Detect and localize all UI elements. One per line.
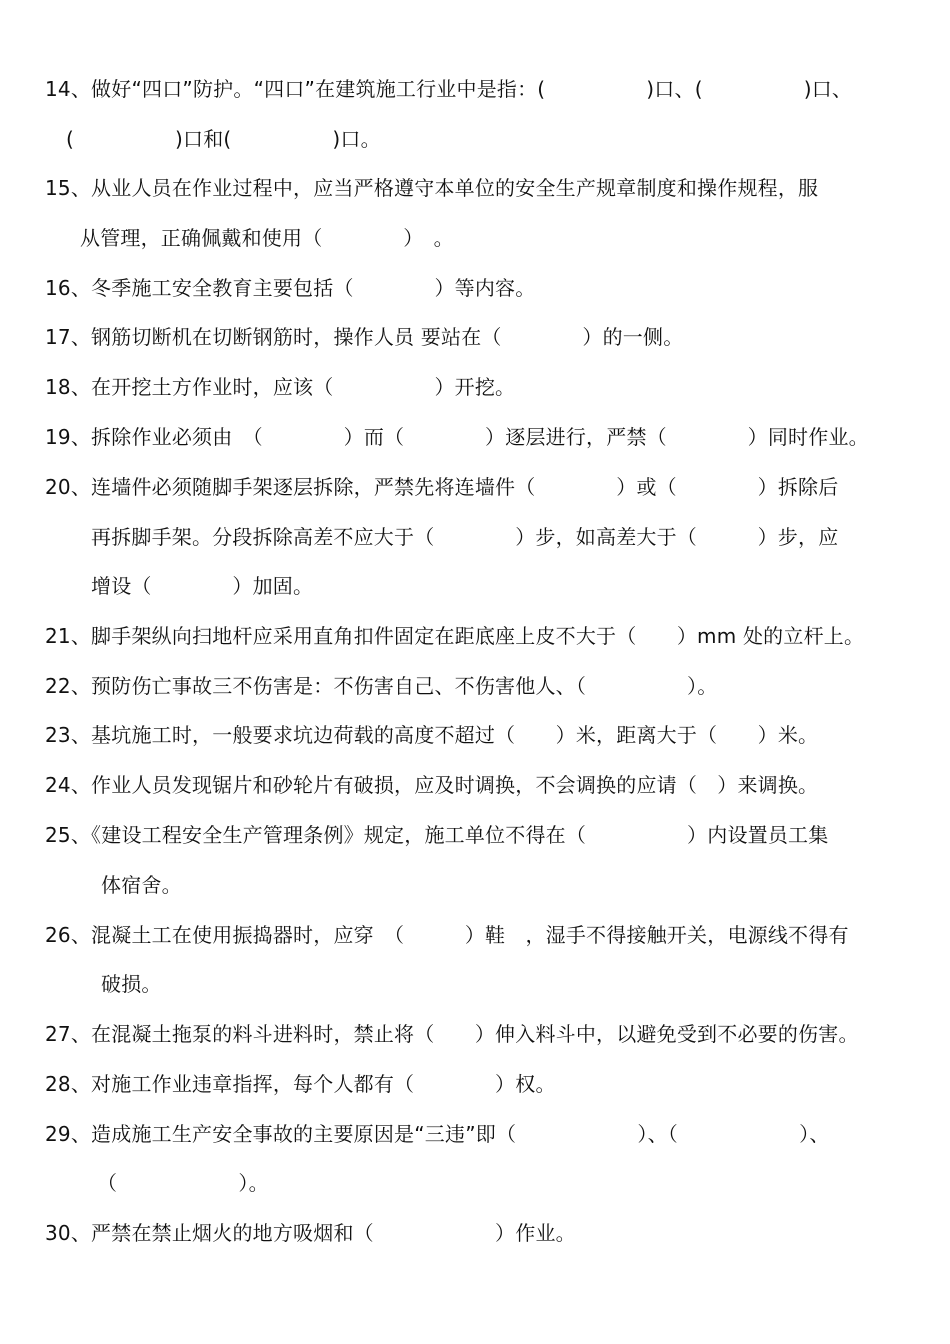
- question-30: 30、严禁在禁止烟火的地方吸烟和（ ）作业。: [45, 1221, 576, 1245]
- question-21: 21、脚手架纵向扫地杆应采用直角扣件固定在距底座上皮不大于（ ）mm 处的立杆上。: [45, 624, 865, 648]
- question-24: 24、作业人员发现锯片和砂轮片有破损，应及时调换，不会调换的应请（ ）来调换。: [45, 773, 819, 797]
- question-25-line-2: 体宿舍。: [101, 873, 182, 897]
- question-14-line-2: ( )口和( )口。: [66, 127, 381, 151]
- question-25-line-1: 25、《建设工程安全生产管理条例》规定，施工单位不得在（ ）内设置员工集: [45, 823, 829, 847]
- question-28: 28、对施工作业违章指挥，每个人都有（ ）权。: [45, 1072, 556, 1096]
- question-17: 17、钢筋切断机在切断钢筋时，操作人员 要站在（ ）的一侧。: [45, 325, 684, 349]
- question-29-line-1: 29、造成施工生产安全事故的主要原因是“三违”即（ ）、（ ）、: [45, 1122, 830, 1146]
- question-14-line-1: 14、做好“四口”防护。“四口”在建筑施工行业中是指：( )口、( )口、: [45, 77, 853, 101]
- question-22: 22、预防伤亡事故三不伤害是：不伤害自己、不伤害他人、（ ）。: [45, 674, 718, 698]
- question-20-line-2: 再拆脚手架。分段拆除高差不应大于（ ）步，如高差大于（ ）步，应: [91, 525, 839, 549]
- question-27: 27、在混凝土拖泵的料斗进料时，禁止将（ ）伸入料斗中，以避免受到不必要的伤害。: [45, 1022, 859, 1046]
- question-16: 16、冬季施工安全教育主要包括（ ）等内容。: [45, 276, 536, 300]
- question-26-line-1: 26、混凝土工在使用振捣器时，应穿 （ ）鞋 ，湿手不得接触开关，电源线不得有: [45, 923, 849, 947]
- question-15-line-2: 从管理，正确佩戴和使用（ ） 。: [80, 226, 454, 250]
- question-20-line-3: 增设（ ）加固。: [91, 574, 314, 598]
- question-26-line-2: 破损。: [101, 972, 162, 996]
- question-23: 23、基坑施工时，一般要求坑边荷载的高度不超过（ ）米，距离大于（ ）米。: [45, 723, 819, 747]
- question-15-line-1: 15、从业人员在作业过程中，应当严格遵守本单位的安全生产规章制度和操作规程，服: [45, 176, 819, 200]
- question-29-line-2: （ ）。: [97, 1171, 269, 1195]
- question-19: 19、拆除作业必须由 （ ）而（ ）逐层进行，严禁（ ）同时作业。: [45, 425, 869, 449]
- question-18: 18、在开挖土方作业时，应该（ ）开挖。: [45, 375, 516, 399]
- question-20-line-1: 20、连墙件必须随脚手架逐层拆除，严禁先将连墙件（ ）或（ ）拆除后: [45, 475, 839, 499]
